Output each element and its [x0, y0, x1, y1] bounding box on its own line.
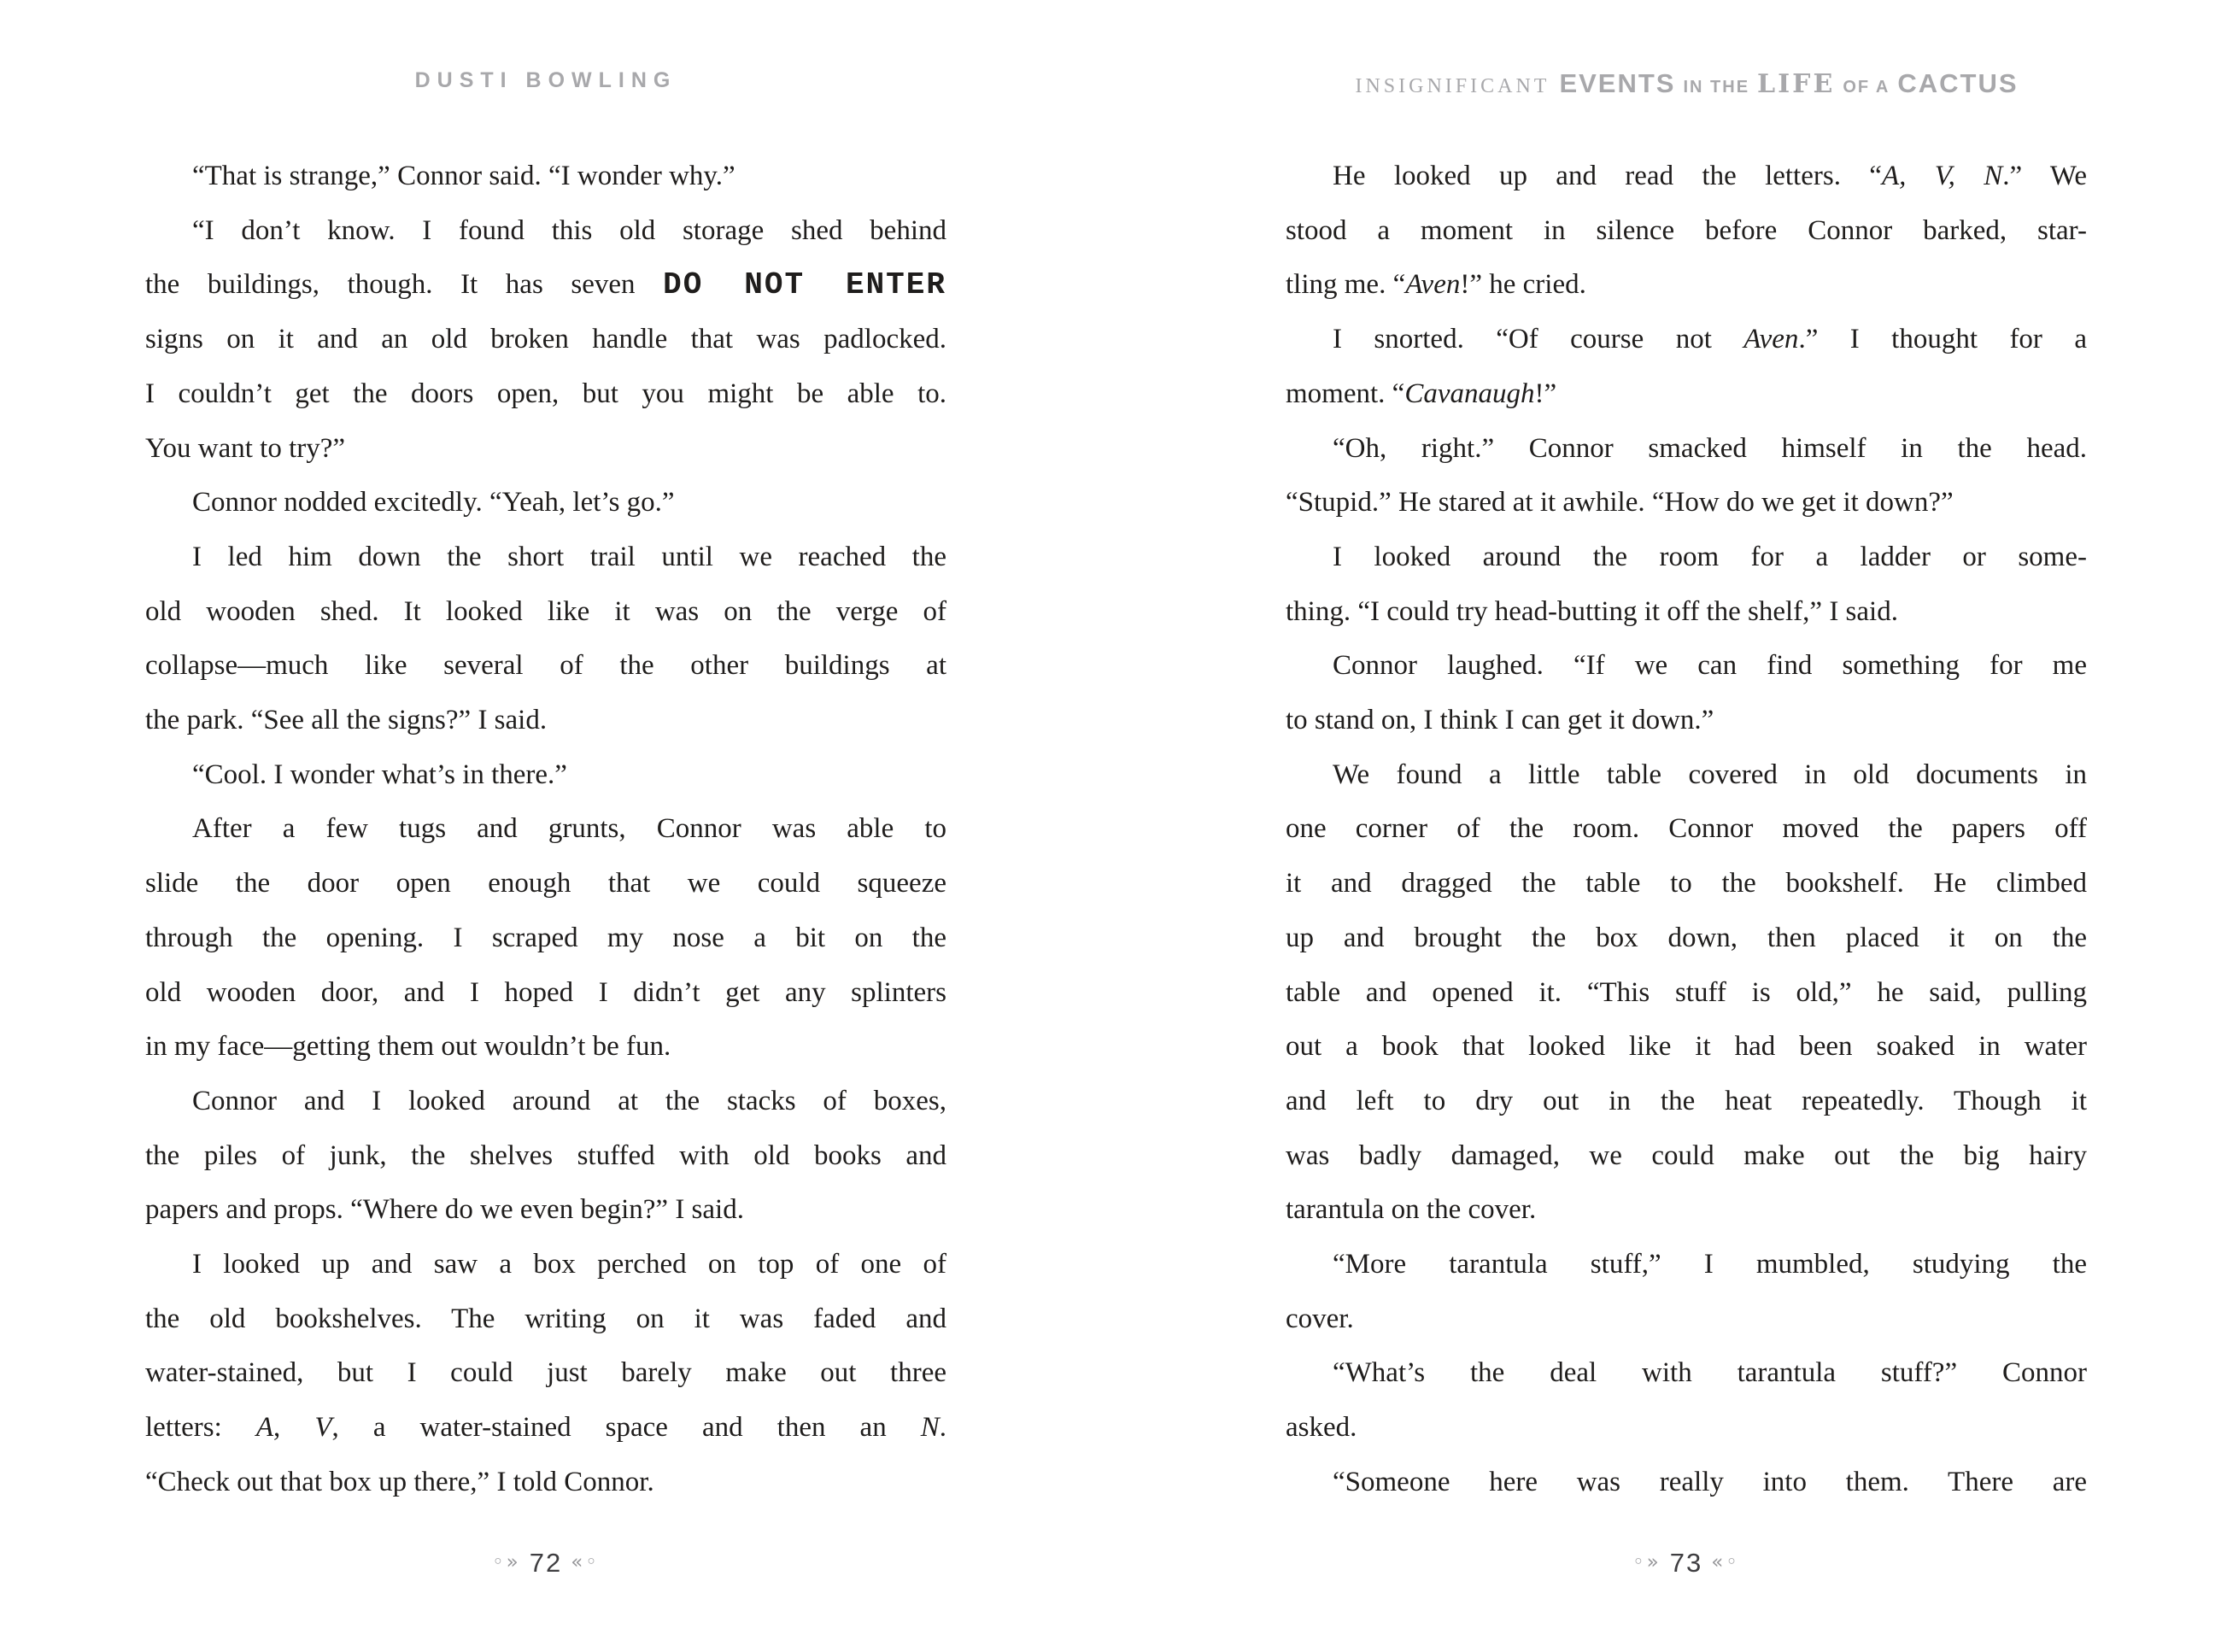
text-line [145, 1020, 946, 1075]
text-line [145, 1075, 946, 1129]
paragraph [145, 1238, 946, 1510]
text-segment: one corner of the room. Connor moved the papers off [1286, 813, 2087, 845]
text-segment: “What’s the deal with tarantula stuff?” Connor [1333, 1357, 2087, 1389]
text-line [145, 911, 946, 966]
text-segment: to stand on, I think I can get it down.” [1286, 705, 1714, 736]
text-line [1286, 258, 2087, 313]
paragraph [1286, 1456, 2087, 1510]
text-segment: Aven [1405, 269, 1461, 301]
text-line [145, 1129, 946, 1184]
footer-ornament-left-icon: ◦» [1632, 1551, 1661, 1573]
text-segment: V [314, 1412, 332, 1444]
text-segment: !” he cried. [1460, 269, 1586, 301]
text-line [1286, 694, 2087, 748]
paragraph [1286, 313, 2087, 421]
footer-ornament-right-icon: «◦ [571, 1551, 600, 1573]
text-line [145, 1238, 946, 1292]
text-line [145, 422, 946, 477]
text-segment: in my face—getting them out wouldn’t be fun. [145, 1031, 671, 1063]
text-segment: letters: [145, 1412, 256, 1444]
text-line [145, 1292, 946, 1347]
text-segment: We found a little table covered in old documents in [1333, 759, 2087, 790]
text-line [145, 313, 946, 367]
text-line [1286, 1346, 2087, 1401]
footer-ornament-left-icon: ◦» [492, 1551, 521, 1573]
paragraph [1286, 1346, 2087, 1455]
text-segment: I looked up and saw a box perched on top of one of [192, 1249, 946, 1280]
text-segment: Cavanaugh [1404, 378, 1535, 409]
text-segment: “Someone here was really into them. There are [1333, 1466, 2087, 1497]
text-line [1286, 204, 2087, 259]
page-left [145, 0, 946, 1652]
text-segment: You want to try?” [145, 432, 346, 464]
text-segment: asked. [1286, 1412, 1357, 1444]
text-segment: cover. [1286, 1303, 1354, 1334]
text-line [1286, 1075, 2087, 1129]
title-part: CACTUS [1897, 68, 2019, 98]
text-segment: the park. “See all the signs?” I said. [145, 705, 548, 736]
paragraph [1286, 530, 2087, 639]
text-segment: A [255, 1412, 274, 1444]
page-body [1286, 149, 2087, 1510]
paragraph [145, 476, 946, 530]
text-segment: papers and props. “Where do we even begin?” I said. [145, 1194, 744, 1226]
text-line [1286, 911, 2087, 966]
text-segment: out a book that looked like it had been soaked in water [1286, 1031, 2087, 1063]
page-footer [1286, 1548, 2087, 1579]
text-line [145, 1456, 946, 1510]
text-segment: “That is strange,” Connor said. “I wonder why.” [192, 161, 735, 191]
text-segment: I looked around the room for a ladder or some- [1333, 541, 2087, 572]
page-number: 72 [529, 1548, 563, 1578]
text-segment: .” I thought for a [1798, 324, 2087, 355]
text-segment: stood a moment in silence before Connor barked, star- [1286, 214, 2087, 246]
text-line [145, 149, 946, 204]
text-segment: moment. “ [1286, 378, 1405, 409]
paragraph [1286, 1238, 2087, 1346]
paragraph [1286, 149, 2087, 313]
title-part: INSIGNIFICANT [1355, 75, 1550, 97]
footer-ornament-right-icon: «◦ [1711, 1551, 1740, 1573]
text-line [145, 857, 946, 911]
text-line [145, 694, 946, 748]
text-segment: table and opened it. “This stuff is old,” he said, pulling [1286, 976, 2087, 1008]
text-line [1286, 1401, 2087, 1456]
text-line [1286, 585, 2087, 640]
text-segment: N [920, 1412, 940, 1444]
text-segment: up and brought the box down, then placed it on the [1286, 922, 2087, 953]
paragraph [1286, 748, 2087, 1238]
text-segment: and left to dry out in the heat repeatedly. Though it [1286, 1085, 2087, 1116]
text-segment: A, V, N [1881, 161, 2003, 191]
page-body [145, 149, 946, 1510]
title-part: EVENTS [1559, 68, 1676, 98]
text-line [1286, 1456, 2087, 1510]
text-segment: I snorted. “Of course not [1333, 324, 1744, 355]
text-segment: tling me. “ [1286, 269, 1406, 301]
text-segment: “Oh, right.” Connor smacked himself in the head. [1333, 432, 2087, 464]
text-segment: Connor and I looked around at the stacks of boxes, [192, 1085, 946, 1116]
text-line [1286, 1238, 2087, 1292]
text-line [1286, 1020, 2087, 1075]
text-segment: “Check out that box up there,” I told Connor. [145, 1466, 654, 1497]
text-line [145, 802, 946, 857]
text-line [145, 966, 946, 1021]
text-line [145, 585, 946, 640]
text-line [1286, 802, 2087, 857]
text-segment: through the opening. I scraped my nose a bit on the [145, 922, 946, 953]
page-footer [145, 1548, 946, 1579]
running-header-title [1286, 68, 2087, 99]
text-segment: After a few tugs and grunts, Connor was able to [192, 813, 946, 845]
text-line [145, 748, 946, 803]
text-line [145, 367, 946, 422]
text-line [145, 1346, 946, 1401]
text-line [1286, 530, 2087, 585]
paragraph [145, 802, 946, 1075]
paragraph [1286, 639, 2087, 747]
text-line [145, 530, 946, 585]
page-number: 73 [1669, 1548, 1703, 1578]
paragraph [145, 204, 946, 477]
text-line [1286, 1292, 2087, 1347]
text-segment: the piles of junk, the shelves stuffed with old books and [145, 1139, 946, 1171]
text-segment: Aven [1743, 324, 1799, 355]
text-segment: old wooden door, and I hoped I didn’t get any splinters [145, 976, 946, 1008]
paragraph [145, 748, 946, 803]
page-right [1286, 0, 2087, 1652]
text-line [1286, 1183, 2087, 1238]
paragraph [145, 1075, 946, 1238]
text-segment: , [273, 1412, 315, 1444]
paragraph [145, 530, 946, 748]
text-line [1286, 313, 2087, 367]
paragraph [145, 149, 946, 204]
text-segment: signs on it and an old broken handle that was padlocked. [145, 324, 946, 355]
text-segment: , a water-stained space and then an [331, 1412, 921, 1444]
text-line [1286, 367, 2087, 422]
text-segment: Connor laughed. “If we can find something for me [1333, 650, 2087, 682]
title-part: IN THE [1683, 78, 1750, 97]
text-segment: “I don’t know. I found this old storage shed behind [192, 214, 946, 246]
text-line [1286, 149, 2087, 204]
text-segment: He looked up and read the letters. “ [1333, 161, 1882, 191]
text-line [1286, 857, 2087, 911]
text-segment: . [939, 1412, 947, 1444]
text-line [145, 1401, 946, 1456]
text-line [1286, 966, 2087, 1021]
text-segment: it and dragged the table to the bookshelf. He climbed [1286, 868, 2087, 899]
text-segment: .” We [2002, 161, 2088, 191]
running-header-author: DUSTI BOWLING [414, 68, 677, 92]
text-line [1286, 748, 2087, 803]
title-part: OF A [1843, 78, 1890, 97]
text-line [145, 1183, 946, 1238]
text-line [145, 476, 946, 530]
text-segment: slide the door open enough that we could squeeze [145, 868, 946, 899]
paragraph [1286, 422, 2087, 530]
text-segment: collapse—much like several of the other buildings at [145, 650, 946, 682]
text-segment: the buildings, though. It has seven [145, 269, 664, 301]
text-segment: thing. “I could try head-butting it off the shelf,” I said. [1286, 595, 1898, 627]
text-line [1286, 639, 2087, 694]
text-segment: I couldn’t get the doors open, but you might be able to. [145, 378, 946, 409]
text-segment: old wooden shed. It looked like it was on the verge of [145, 595, 946, 627]
text-segment: “More tarantula stuff,” I mumbled, studying the [1333, 1249, 2087, 1280]
display-caps-text: DO NOT ENTER [663, 267, 946, 303]
text-line [145, 258, 946, 313]
text-segment: water-stained, but I could just barely make out three [145, 1357, 946, 1389]
title-part: LIFE [1757, 69, 1836, 99]
text-line [145, 204, 946, 259]
text-segment: Connor nodded excitedly. “Yeah, let’s go.” [192, 487, 675, 518]
text-segment: “Cool. I wonder what’s in there.” [192, 759, 567, 790]
text-segment: the old bookshelves. The writing on it was faded and [145, 1303, 946, 1334]
text-segment: tarantula on the cover. [1286, 1194, 1537, 1226]
text-segment: “Stupid.” He stared at it awhile. “How do we get it down?” [1286, 487, 1954, 518]
text-line [1286, 1129, 2087, 1184]
text-segment: I led him down the short trail until we reached the [192, 541, 946, 572]
text-line [145, 639, 946, 694]
text-line [1286, 422, 2087, 477]
text-line [1286, 476, 2087, 530]
text-segment: was badly damaged, we could make out the big hairy [1286, 1139, 2087, 1171]
text-segment: !” [1534, 378, 1557, 409]
